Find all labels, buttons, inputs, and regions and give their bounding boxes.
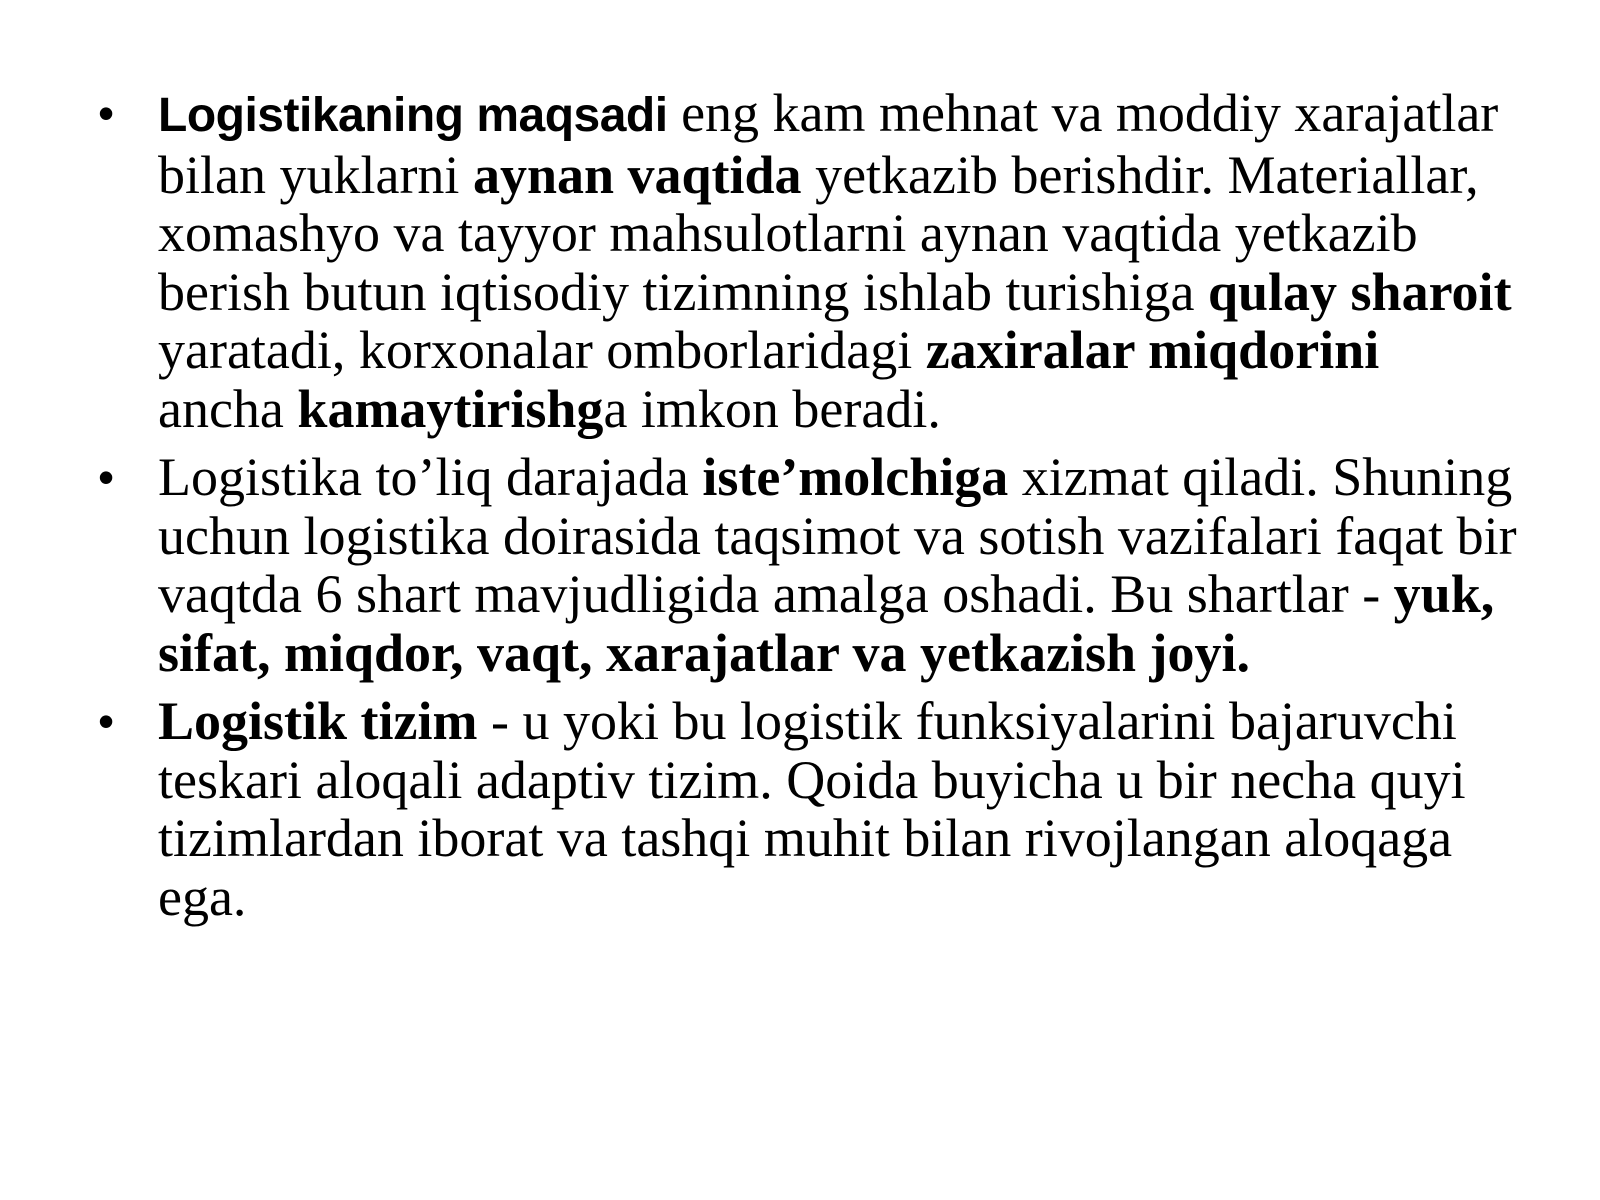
bullet-item [98, 448, 1518, 682]
bullet-item [98, 84, 1518, 438]
bullet-text [158, 447, 1517, 683]
text-run: xizmat qiladi. Shuning uchun logistika doirasida taqsimot va sotish vazifalari faqat bir vaqtda 6 shart mavjudligida amalga oshadi. Bu shartlar - [158, 447, 1517, 624]
text-run: yaratadi, korxonalar omborlaridagi [158, 320, 926, 380]
bullet-text [158, 83, 1512, 439]
bullet-dot-icon: • [98, 451, 115, 503]
text-run: zaxiralar miqdorini [925, 320, 1380, 380]
text-run: Logistika to’liq darajada [158, 447, 703, 507]
text-run: yetkazib berishdir. Materiallar, xomashyo va tayyor mahsulotlarni aynan vaqtida yetkazib berish butun iqtisodiy tizimning ishlab turishiga [158, 144, 1479, 322]
text-run: qulay sharoit [1207, 261, 1512, 322]
bullet-dot-icon: • [98, 695, 115, 747]
text-run: - u yoki bu logistik funksiyalarini bajaruvchi teskari aloqali adaptiv tizim. Qoida buyicha u bir necha quyi tizimlardan iborat va tashqi muhit bilan rivojlangan aloqaga ega. [158, 691, 1466, 927]
text-run: aynan vaqtida [472, 144, 802, 205]
text-run: eng kam mehnat va moddiy xarajatlar bilan yuklarni [158, 83, 1499, 205]
bullet-text [158, 691, 1466, 927]
text-run: Logistik tizim [158, 691, 478, 751]
text-run: Logistikaning maqsadi [158, 89, 668, 142]
text-run: kamaytirishg [297, 378, 604, 439]
text-run: yuk, sifat, miqdor, vaqt, xarajatlar va yetkazish joyi. [158, 564, 1495, 683]
text-run: iste’molchiga [702, 447, 1009, 507]
bullet-item [98, 692, 1518, 926]
text-run: ancha [158, 378, 298, 439]
bullet-dot-icon: • [98, 87, 115, 139]
bullet-list [98, 84, 1518, 936]
text-run: a imkon beradi. [603, 378, 941, 439]
